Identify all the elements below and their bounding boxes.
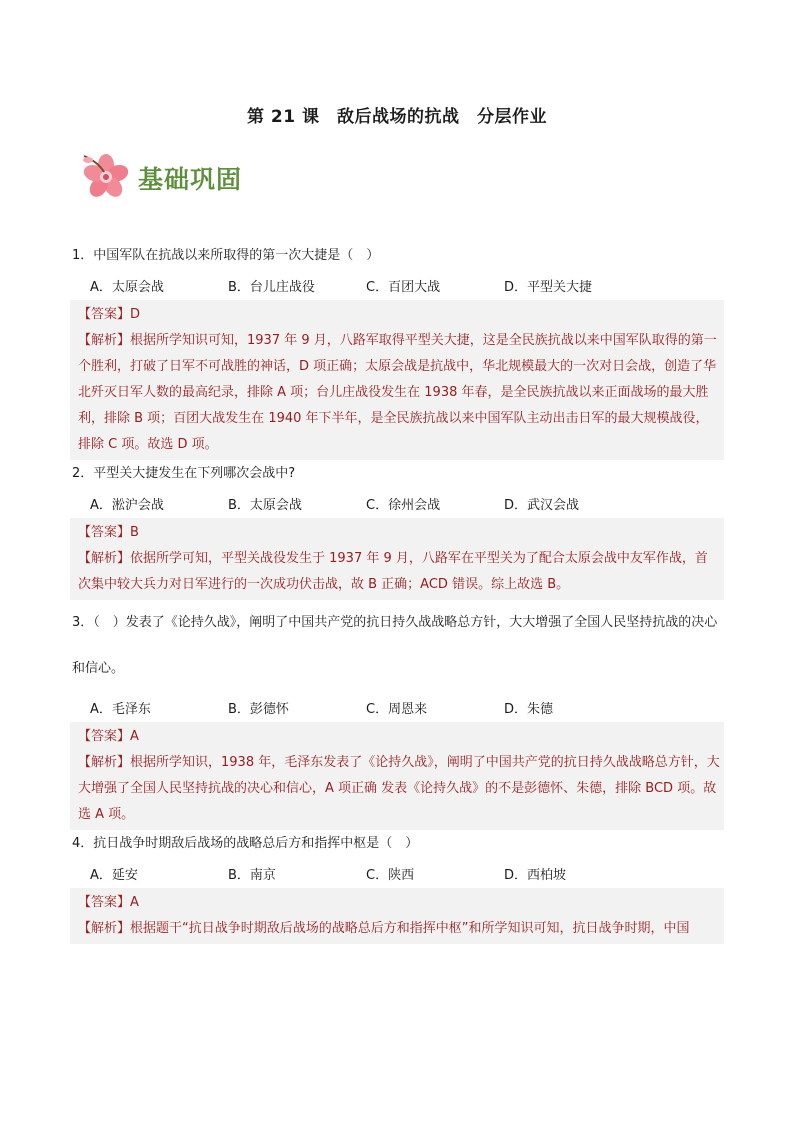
question-list (70, 242, 724, 944)
answer-analysis: 【解析】依据所学可知，平型关战役发生于 1937 年 9 月，八路军在平型关为了配合太原会战中友军作战，首次集中较大兵力对日军进行的一次成功伏击战，故 B 正确；ACD 错误。综上故选 B。 (78, 551, 708, 592)
option-row (70, 270, 724, 300)
section-label: 基础巩固 (138, 165, 243, 194)
option-c: C．周恩来 (366, 701, 428, 717)
question-stem: 2．平型关大捷发生在下列哪次会战中? (72, 466, 296, 481)
answer-analysis: 【解析】根据所学知识，1938 年，毛泽东发表了《论持久战》，阐明了中国共产党的抗日持久战战略总方针，大大增强了全国人民坚持抗战的决心和信心，A 项正确 发表《论持久战》的不是彭德怀、朱德，排除 BCD 项。故选 A 项。 (78, 755, 720, 822)
option-a: A．延安 (90, 867, 138, 883)
option-d: D．西柏坡 (504, 867, 567, 883)
answer-block (70, 722, 724, 830)
option-row (70, 692, 724, 722)
answer-block (70, 518, 724, 600)
answer-key: 【答案】A (78, 729, 139, 744)
option-b: B．太原会战 (228, 497, 302, 513)
option-a: A．太原会战 (90, 279, 164, 295)
option-c: C．陕西 (366, 867, 415, 883)
question-stem: 4．抗日战争时期敌后战场的战略总后方和指挥中枢是（ ） (72, 836, 419, 851)
option-b: B．彭德怀 (228, 701, 289, 717)
answer-analysis: 【解析】根据所学知识可知，1937 年 9 月，八路军取得平型关大捷，这是全民族抗战以来中国军队取得的第一个胜利，打破了日军不可战胜的神话，D 项正确；太原会战是抗战中，华北规模最大的一次对日会战，创造了华北歼灭日军人数的最高纪录，排除 A 项；台儿庄战役发生在 1938 年春，是全民族抗战以来正面战场的最大胜利，排除 B 项；百团大战发生在 1940 年下半年，是全民族抗战以来中国军队主动出击日军的最大规模战役，排除 C 项。故选 D 项。 (78, 333, 717, 452)
answer-analysis: 【解析】根据题干“抗日战争时期敌后战场的战略总后方和指挥中枢”和所学知识可知，抗日战争时期，中国 (78, 921, 690, 936)
option-b: B．南京 (228, 867, 276, 883)
page-title: 第 21 课 敌后战场的抗战 分层作业 (247, 107, 547, 127)
answer-key: 【答案】B (78, 525, 139, 540)
question-stem: 1．中国军队在抗战以来所取得的第一次大捷是（ ） (72, 248, 380, 263)
option-row (70, 488, 724, 518)
flower-icon (78, 148, 134, 208)
option-d: D．朱德 (504, 701, 554, 717)
answer-block (70, 300, 724, 460)
option-a: A．毛泽东 (90, 701, 151, 717)
answer-key: 【答案】A (78, 895, 139, 910)
option-c: C．徐州会战 (366, 497, 441, 513)
answer-block (70, 888, 724, 944)
option-c: C．百团大战 (366, 279, 441, 295)
option-d: D．平型关大捷 (504, 279, 593, 295)
answer-key: 【答案】D (78, 307, 141, 322)
option-a: A．淞沪会战 (90, 497, 164, 513)
option-row (70, 858, 724, 888)
option-b: B．台儿庄战役 (228, 279, 315, 295)
section-header (78, 150, 242, 206)
question-stem: 3．（ ）发表了《论持久战》，阐明了中国共产党的抗日持久战战略总方针，大大增强了全国人民坚持抗战的决心和信心。 (72, 615, 718, 676)
option-d: D．武汉会战 (504, 497, 580, 513)
